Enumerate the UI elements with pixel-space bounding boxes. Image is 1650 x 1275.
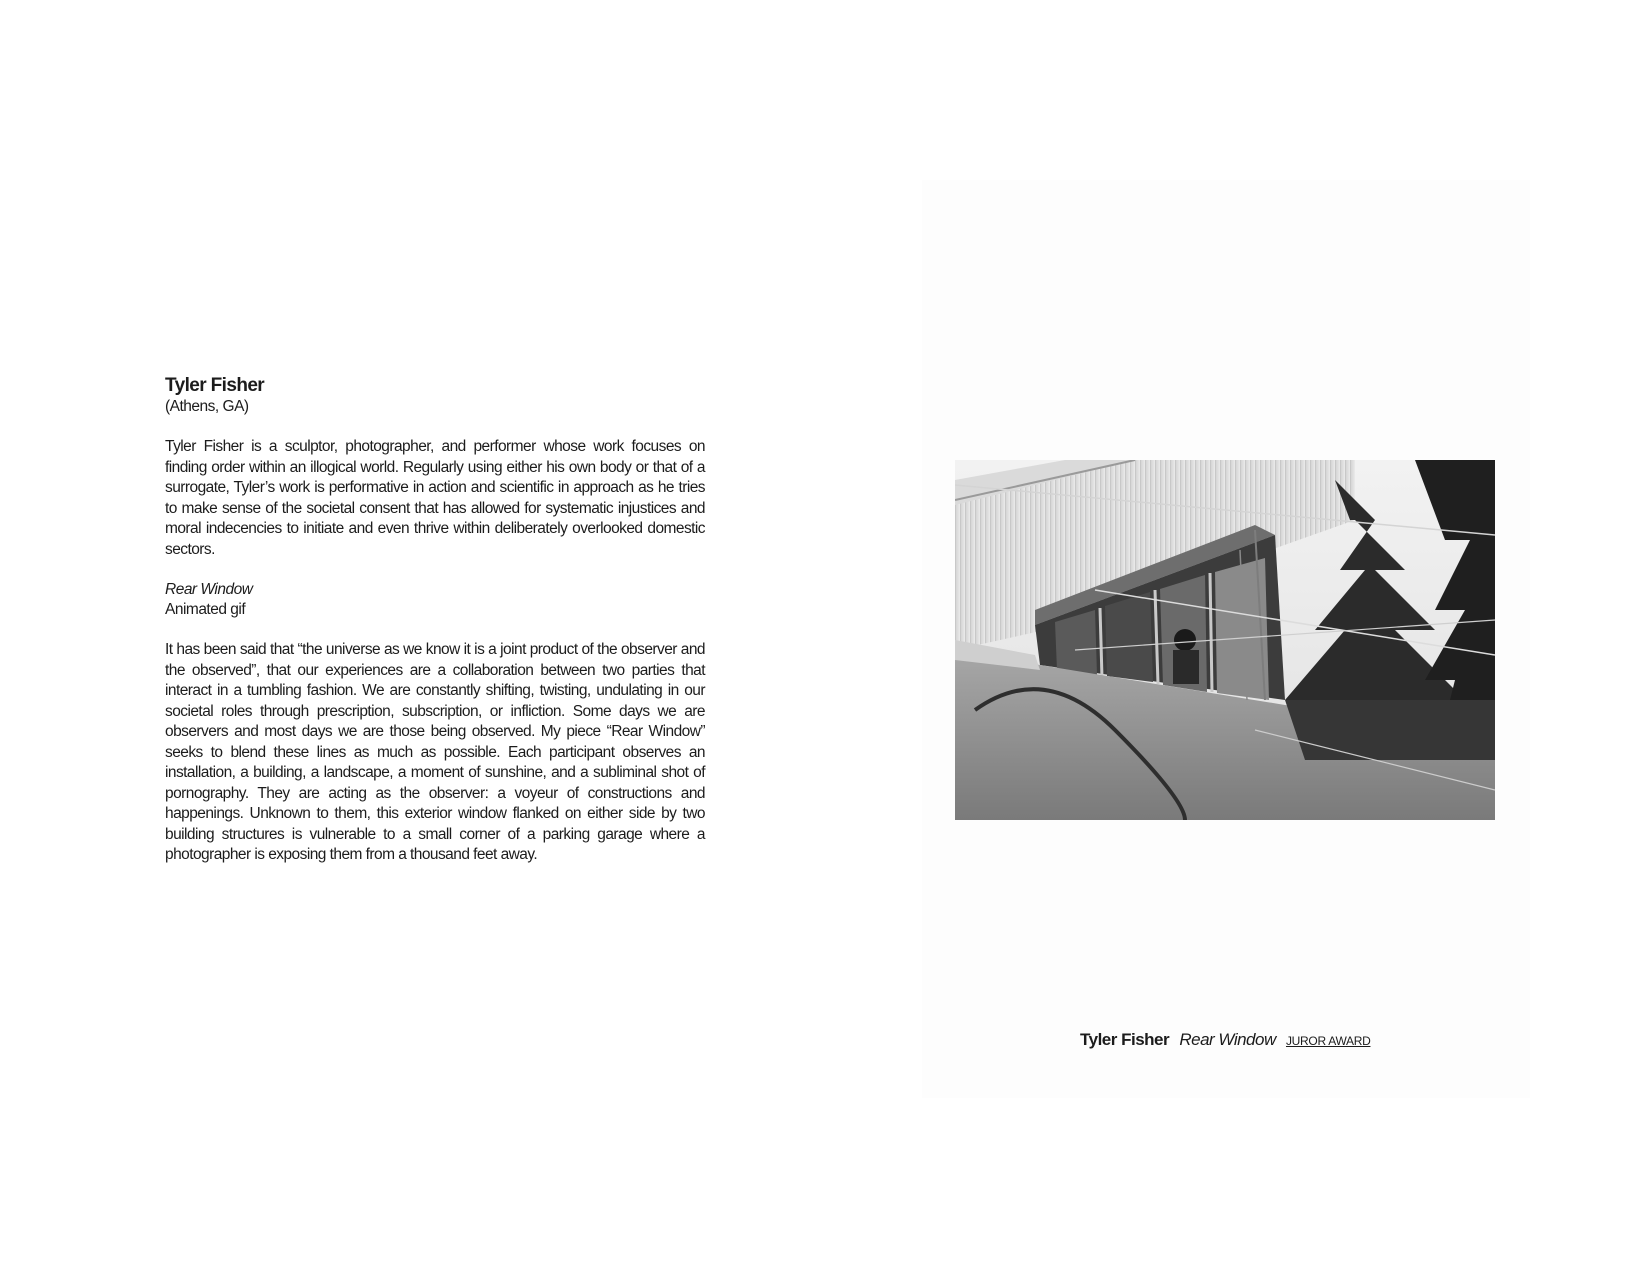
artist-bio: Tyler Fisher is a sculptor, photographer, and performer whose work focuses on finding order within an illogical world. Regularly using either his own body or that of a surrogate, Tyler’s work is performative in action and scientific in approach as he tries to make sense of the societal consent that has allowed for systematic injustices and moral indecencies to initiate and even thrive within deliberately overlooked domestic sectors. <box>165 438 705 558</box>
work-medium: Animated gif <box>165 601 246 618</box>
artwork-photo <box>955 460 1495 820</box>
artist-statement: It has been said that “the universe as we know it is a joint product of the observer and the observed”, that our experiences are a collaboration between two parties that interact in a tumbling fashion. We are constantly shifting, twisting, undulating in our societal roles through prescription, subscription, or infliction. Some days we are observers and most days we are those being observed. My piece “Rear Window” seeks to blend these lines as much as possible. Each participant observes an installation, a building, a landscape, a moment of sunshine, and a subliminal shot of pornography. They are acting as the observer: a voyeur of constructions and happenings. Unknown to them, this exterior window flanked on either side by two building structures is vulnerable to a small corner of a parking garage where a photographer is exposing them from a thousand feet away. <box>165 641 705 863</box>
award-label: JUROR AWARD <box>1285 1034 1371 1048</box>
caption-artist: Tyler Fisher <box>1080 1030 1170 1049</box>
caption-title: Rear Window <box>1179 1030 1276 1049</box>
work-title: Rear Window <box>165 581 253 598</box>
artist-location: (Athens, GA) <box>165 398 249 415</box>
text-page <box>165 375 705 866</box>
artwork-caption <box>1080 1030 1410 1050</box>
artist-name: Tyler Fisher <box>165 375 265 396</box>
